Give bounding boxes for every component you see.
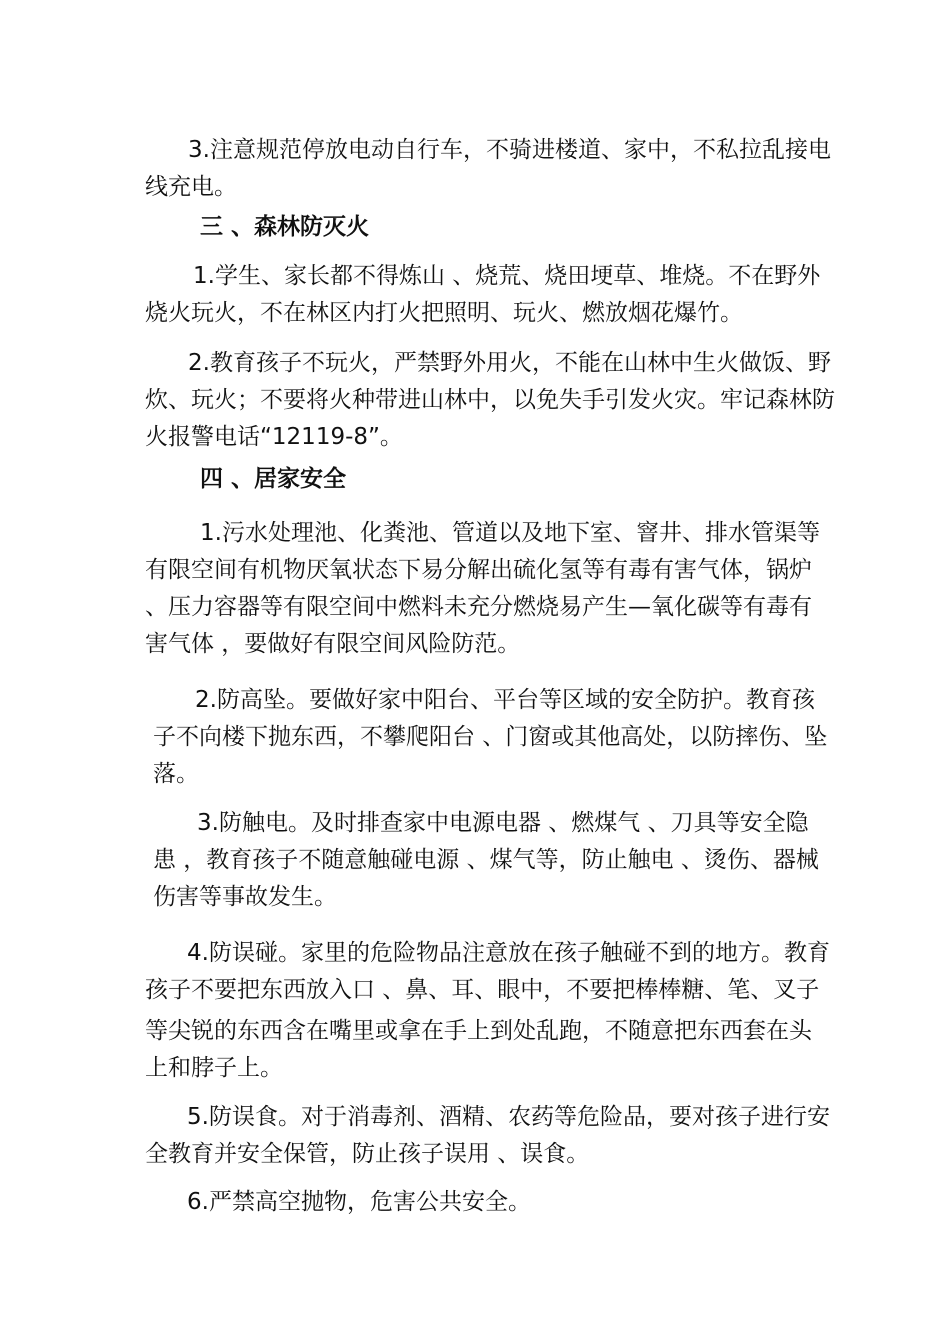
paragraph-forest-1 (145, 258, 835, 332)
paragraph-electric-bike (145, 132, 835, 206)
paragraph-line: 2.教育孩子不玩火，严禁野外用火，不能在山林中生火做饭、野 (188, 350, 831, 376)
paragraph-line: 害气体 ，要做好有限空间风险防范。 (145, 631, 521, 657)
paragraph-line: 有限空间有机物厌氧状态下易分解出硫化氢等有毒有害气体，锅炉 (145, 557, 812, 583)
section-heading-home: 四 、居家安全 (200, 466, 347, 492)
paragraph-line: 2.防高坠。要做好家中阳台、平台等区域的安全防护。教育孩 (195, 687, 815, 713)
section-heading-forest: 三 、森林防灭火 (200, 214, 370, 240)
paragraph-line: 伤害等事故发生。 (153, 884, 337, 910)
paragraph-line: 线充电。 (145, 174, 237, 200)
paragraph-home-3 (145, 805, 835, 916)
paragraph-line: 孩子不要把东西放入口 、鼻、耳、眼中，不要把棒棒糖、笔、叉子 (145, 977, 820, 1003)
paragraph-line: 烧火玩火，不在林区内打火把照明、玩火、燃放烟花爆竹。 (145, 300, 743, 326)
paragraph-line: 患 ，教育孩子不随意触碰电源 、煤气等，防止触电 、烫伤、器械 (153, 847, 819, 873)
paragraph-home-6 (145, 1184, 835, 1221)
paragraph-line: 子不向楼下抛东西，不攀爬阳台 、门窗或其他高处，以防摔伤、坠 (153, 724, 828, 750)
paragraph-line: 全教育并安全保管，防止孩子误用 、误食。 (145, 1141, 590, 1167)
paragraph-line: 3.注意规范停放电动自行车，不骑进楼道、家中，不私拉乱接电 (188, 137, 831, 163)
paragraph-line: 1.学生、家长都不得炼山 、烧荒、烧田埂草、堆烧。不在野外 (193, 263, 821, 289)
paragraph-line: 等尖锐的东西含在嘴里或拿在手上到处乱跑，不随意把东西套在头 (145, 1018, 812, 1044)
paragraph-home-5 (145, 1099, 835, 1173)
paragraph-line: 火报警电话“12119-8”。 (145, 424, 403, 450)
paragraph-line: 5.防误食。对于消毒剂、酒精、农药等危险品，要对孩子进行安 (187, 1104, 830, 1130)
paragraph-line: 1.污水处理池、化粪池、管道以及地下室、窨井、排水管渠等 (200, 520, 820, 546)
paragraph-line: 落。 (153, 761, 199, 787)
paragraph-home-4 (145, 935, 835, 1087)
paragraph-forest-2 (145, 345, 835, 456)
paragraph-home-2 (145, 682, 835, 793)
paragraph-line: 3.防触电。及时排查家中电源电器 、燃煤气 、刀具等安全隐 (197, 810, 809, 836)
paragraph-line: 6.严禁高空抛物，危害公共安全。 (187, 1189, 531, 1215)
paragraph-home-1 (145, 515, 835, 663)
paragraph-line: 、压力容器等有限空间中燃料未充分燃烧易产生—氧化碳等有毒有 (145, 594, 812, 620)
paragraph-line: 上和脖子上。 (145, 1055, 283, 1081)
paragraph-line: 炊、玩火；不要将火种带进山林中，以免失手引发火灾。牢记森林防 (145, 387, 835, 413)
paragraph-line: 4.防误碰。家里的危险物品注意放在孩子触碰不到的地方。教育 (187, 940, 830, 966)
